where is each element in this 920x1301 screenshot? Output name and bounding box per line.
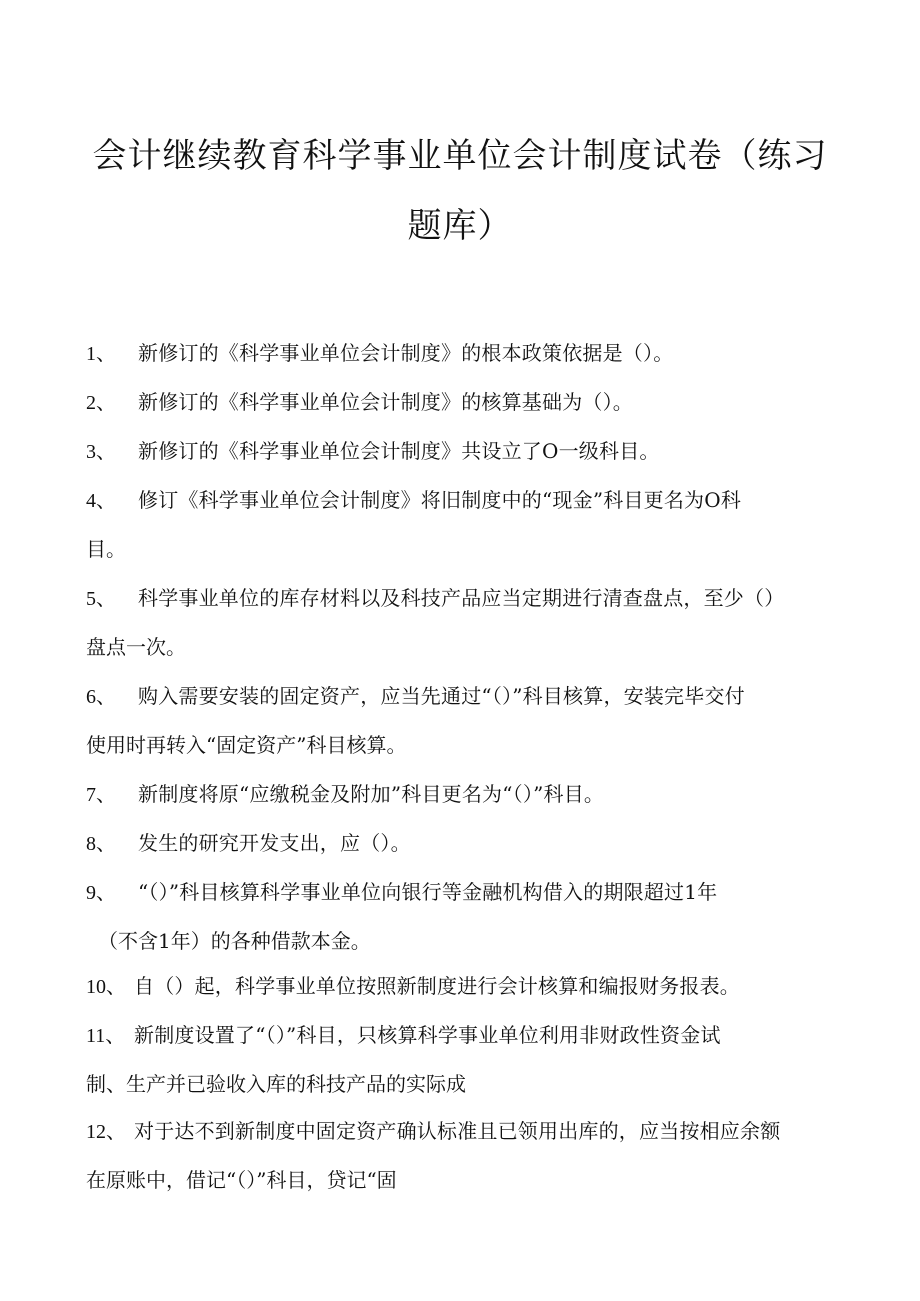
question-line xyxy=(86,1011,846,1060)
question-text: 对于达不到新制度中固定资产确认标准且已领用出库的，应当按相应余额 xyxy=(134,1119,781,1143)
question-text: 新修订的《科学事业单位会计制度》的核算基础为（）。 xyxy=(138,390,633,414)
question-item xyxy=(86,1107,846,1205)
question-text: 科学事业单位的库存材料以及科技产品应当定期进行清查盘点，至少（） xyxy=(138,586,785,610)
question-item xyxy=(86,1011,846,1109)
question-number: 10、 xyxy=(86,976,126,998)
question-number: 2、 xyxy=(86,392,116,414)
question-line xyxy=(86,427,846,476)
question-text: 自（）起，科学事业单位按照新制度进行会计核算和编报财务报表。 xyxy=(134,974,740,998)
question-line xyxy=(86,574,846,623)
question-line xyxy=(86,329,846,378)
question-continuation: 在原账中，借记“（）”科目，贷记“固 xyxy=(86,1168,397,1192)
document-title-line-2: 题库） xyxy=(407,206,513,246)
question-item xyxy=(86,868,846,966)
question-item xyxy=(86,574,846,672)
question-number: 12、 xyxy=(86,1121,126,1143)
question-item xyxy=(86,962,846,1011)
question-line xyxy=(86,819,846,868)
question-line xyxy=(86,770,846,819)
question-text: 修订《科学事业单位会计制度》将旧制度中的“现金”科目更名为O科 xyxy=(138,488,742,512)
question-item xyxy=(86,427,846,476)
question-number: 5、 xyxy=(86,588,116,610)
question-item xyxy=(86,476,846,574)
question-line xyxy=(86,378,846,427)
question-text: 新修订的《科学事业单位会计制度》共设立了O一级科目。 xyxy=(138,439,660,463)
question-continuation: （不含1年）的各种借款本金。 xyxy=(98,929,371,953)
question-line xyxy=(86,962,846,1011)
question-number: 6、 xyxy=(86,686,116,708)
question-line xyxy=(86,1107,846,1156)
question-number: 1、 xyxy=(86,343,116,365)
document-title-line-1: 会计继续教育科学事业单位会计制度试卷（练习 xyxy=(92,136,828,176)
question-number: 9、 xyxy=(86,882,116,904)
question-continuation: 盘点一次。 xyxy=(86,635,186,659)
question-text: 新制度将原“应缴税金及附加”科目更名为“（）”科目。 xyxy=(138,782,605,806)
question-number: 8、 xyxy=(86,833,116,855)
question-item xyxy=(86,672,846,770)
question-number: 7、 xyxy=(86,784,116,806)
question-continuation: 制、生产并已验收入库的科技产品的实际成 xyxy=(86,1072,466,1096)
question-text: 购入需要安装的固定资产，应当先通过“（）”科目核算，安装完毕交付 xyxy=(138,684,745,708)
question-continuation: 使用时再转入“固定资产”科目核算。 xyxy=(86,733,407,757)
question-line xyxy=(86,476,846,525)
question-item xyxy=(86,770,846,819)
question-text: 新修订的《科学事业单位会计制度》的根本政策依据是（）。 xyxy=(138,341,674,365)
question-item xyxy=(86,378,846,427)
question-line xyxy=(86,868,846,917)
question-item xyxy=(86,329,846,378)
question-line xyxy=(86,672,846,721)
question-text: 新制度设置了“（）”科目，只核算科学事业单位利用非财政性资金试 xyxy=(134,1023,721,1047)
question-text: 发生的研究开发支出，应（）。 xyxy=(138,831,411,855)
question-number: 11、 xyxy=(86,1025,126,1047)
question-number: 3、 xyxy=(86,441,116,463)
question-continuation: 目。 xyxy=(86,537,126,561)
question-item xyxy=(86,819,846,868)
question-number: 4、 xyxy=(86,490,116,512)
question-text: “（）”科目核算科学事业单位向银行等金融机构借入的期限超过1年 xyxy=(138,880,718,904)
